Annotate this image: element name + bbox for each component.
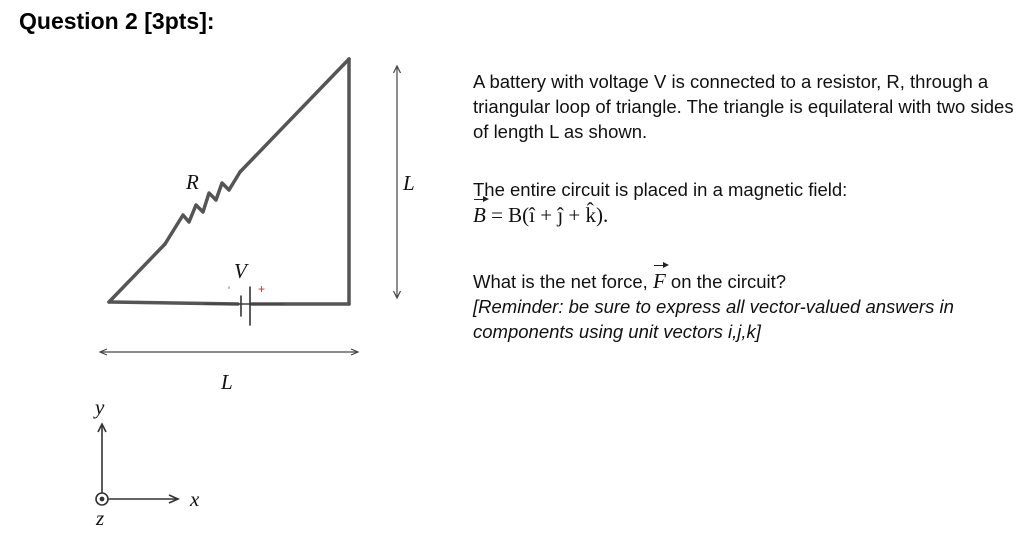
horizontal-length-label: L — [221, 370, 233, 394]
field-statement: The entire circuit is placed in a magnetic field: — [473, 179, 848, 200]
battery-minus-mark: ' — [228, 285, 231, 297]
hypotenuse-lower-wire — [109, 244, 165, 302]
question-title: Question 2 [3pts]: — [19, 8, 215, 34]
y-axis-label: y — [95, 395, 105, 419]
problem-text — [473, 69, 1021, 344]
triangle-loop — [109, 59, 349, 304]
battery-symbol — [205, 287, 283, 325]
hypotenuse-upper-wire — [240, 59, 349, 172]
vertical-dimension-arrow — [394, 66, 401, 298]
coordinate-axes — [96, 424, 178, 505]
reminder-note: [Reminder: be sure to express all vector-valued answers in components using unit vectors i,j,k] — [473, 296, 954, 342]
net-force-question: What is the net force, F on the circuit? — [473, 269, 787, 293]
resistor-label: R — [186, 170, 199, 194]
x-axis-label: x — [190, 487, 200, 511]
horizontal-dimension-arrow — [100, 349, 358, 355]
z-axis-label: z — [96, 506, 105, 530]
magnetic-field-equation — [473, 202, 1021, 228]
field-expression: = B(î + ĵ + k̂). — [485, 203, 609, 227]
f-vector-symbol: F — [652, 269, 666, 293]
resistor-zigzag — [165, 172, 240, 244]
battery-plus-mark: + — [258, 282, 266, 296]
b-vector-symbol: B — [473, 203, 486, 227]
vertical-length-label: L — [403, 171, 415, 195]
battery-label: V — [234, 259, 247, 283]
problem-description: A battery with voltage V is connected to a resistor, R, through a triangular loop of triangle. The triangle is equilateral with two sides of length L as shown. — [473, 71, 1014, 142]
